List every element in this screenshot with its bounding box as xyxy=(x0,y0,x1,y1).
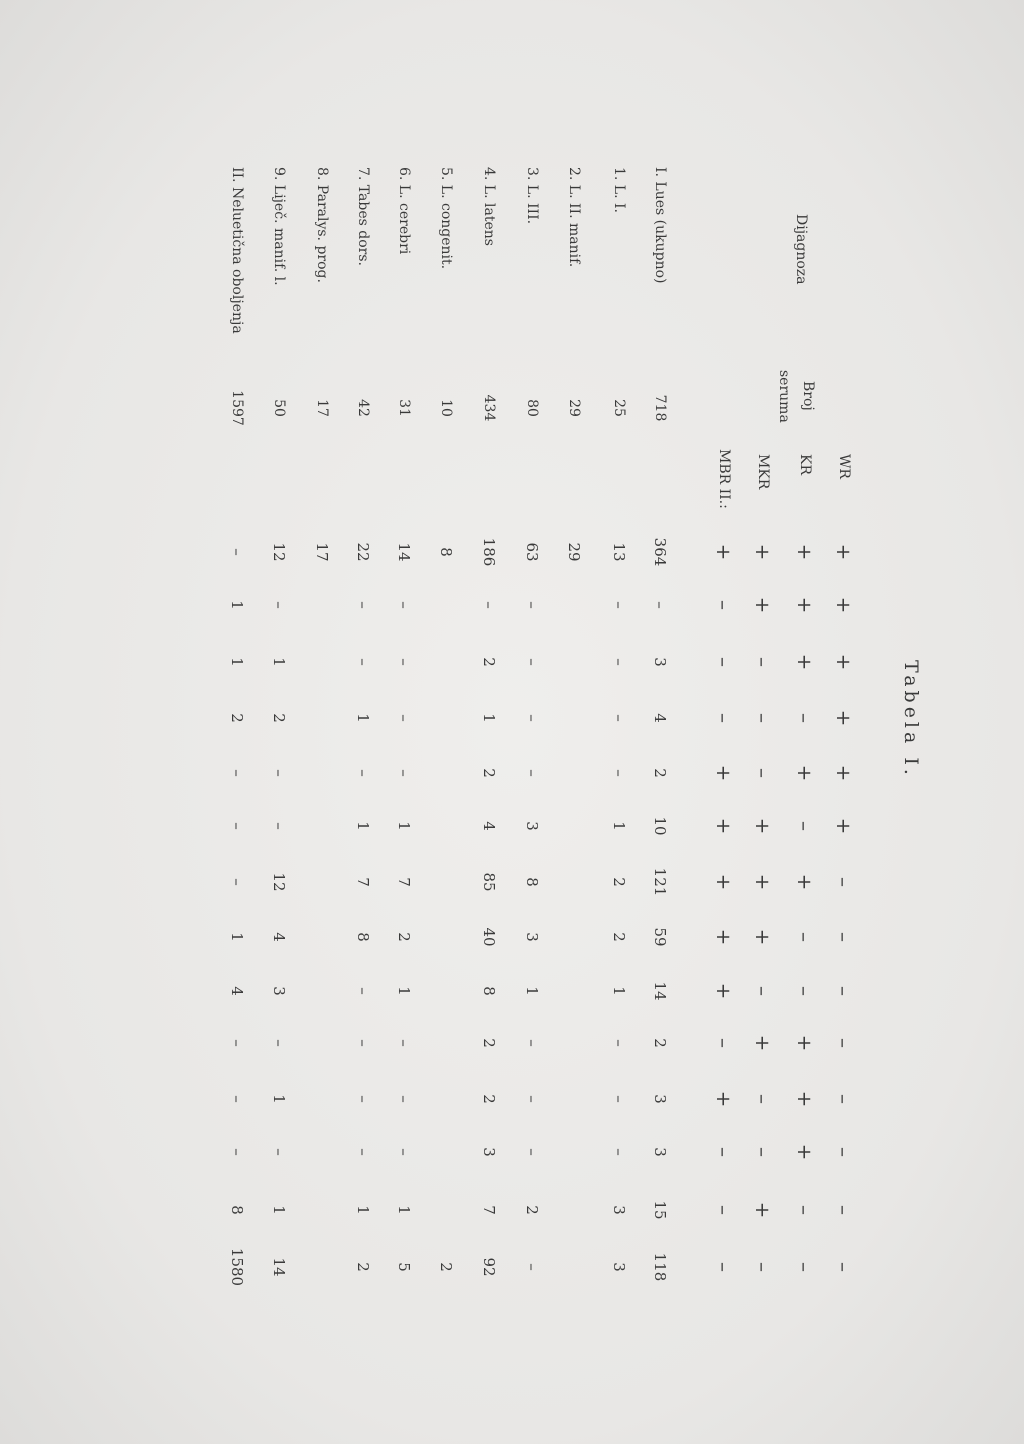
sign-cell: + xyxy=(712,543,736,561)
table-cell xyxy=(563,971,585,1011)
table-cell: 1 xyxy=(480,713,498,723)
table-cell: 2 xyxy=(651,1038,669,1048)
table-cell xyxy=(563,698,585,738)
sign-cell: + xyxy=(832,764,856,782)
row-count: 718 xyxy=(652,394,668,422)
table-cell: – xyxy=(228,1095,246,1103)
table-cell: 5 xyxy=(395,1262,413,1272)
test-label-mbr: MBR II.: xyxy=(716,449,732,509)
table-cell: – xyxy=(395,1039,413,1047)
sign-cell: – xyxy=(793,1205,817,1215)
table-cell xyxy=(435,1023,457,1063)
table-cell: 4 xyxy=(651,713,669,723)
sign-cell: – xyxy=(832,1205,856,1215)
table-cell: 40 xyxy=(480,927,498,947)
table-cell xyxy=(563,753,585,793)
table-cell: 2 xyxy=(354,1262,372,1272)
sign-cell: + xyxy=(793,873,817,891)
row-count: 80 xyxy=(524,399,540,417)
sign-cell: – xyxy=(712,1147,736,1157)
table-cell: 1 xyxy=(395,986,413,996)
table-cell: – xyxy=(354,987,372,995)
sign-cell: – xyxy=(832,1147,856,1157)
sign-cell: – xyxy=(793,986,817,996)
table-cell: 1 xyxy=(270,1205,288,1215)
table-cell xyxy=(311,1247,333,1287)
row-diagnosis: 5. L. congenit. xyxy=(438,167,454,270)
table-cell: 22 xyxy=(354,542,372,562)
sign-cell: – xyxy=(793,1262,817,1272)
sign-cell: – xyxy=(751,1147,775,1157)
sign-cell: + xyxy=(793,596,817,614)
table-cell: 7 xyxy=(354,877,372,887)
table-cell xyxy=(311,971,333,1011)
sign-cell: – xyxy=(793,932,817,942)
row-count: 10 xyxy=(438,399,454,417)
test-label-kr: KR xyxy=(797,454,813,475)
sign-cell: – xyxy=(751,1094,775,1104)
table-cell: – xyxy=(354,769,372,777)
table-cell: 1 xyxy=(395,1205,413,1215)
row-diagnosis: 7. Tabes dors. xyxy=(355,167,371,267)
table-cell: 3 xyxy=(651,1094,669,1104)
table-cell: 2 xyxy=(610,932,628,942)
table-cell: – xyxy=(610,658,628,666)
sign-cell: – xyxy=(712,1262,736,1272)
table-cell: 1 xyxy=(610,821,628,831)
test-label-wr: WR xyxy=(836,454,852,479)
table-cell: 3 xyxy=(480,1147,498,1157)
sign-cell: + xyxy=(712,1090,736,1108)
table-cell: 59 xyxy=(651,927,669,947)
sign-cell: + xyxy=(832,817,856,835)
table-cell: 14 xyxy=(270,1257,288,1277)
table-cell xyxy=(435,917,457,957)
table-cell: – xyxy=(523,1263,541,1271)
test-label-mkr: MKR xyxy=(755,454,771,490)
table-cell: – xyxy=(395,769,413,777)
table-cell xyxy=(311,1132,333,1172)
table-cell: – xyxy=(610,1039,628,1047)
sign-cell: + xyxy=(832,653,856,671)
row-count: 29 xyxy=(566,399,582,417)
table-cell: 3 xyxy=(651,1147,669,1157)
table-cell: – xyxy=(228,1148,246,1156)
table-cell: – xyxy=(354,1148,372,1156)
table-cell: 2 xyxy=(270,713,288,723)
table-cell: 7 xyxy=(480,1205,498,1215)
table-cell: 4 xyxy=(228,986,246,996)
table-cell: – xyxy=(395,714,413,722)
row-diagnosis: 8. Paralys. prog. xyxy=(314,167,330,283)
sign-cell: – xyxy=(832,1038,856,1048)
table-cell: 2 xyxy=(651,768,669,778)
table-cell: 118 xyxy=(651,1252,669,1282)
sign-cell: + xyxy=(793,1034,817,1052)
table-cell xyxy=(435,753,457,793)
table-cell: 63 xyxy=(523,542,541,562)
table-cell: 13 xyxy=(610,542,628,562)
table-cell: – xyxy=(480,601,498,609)
table-cell: 2 xyxy=(395,932,413,942)
table-cell xyxy=(435,1190,457,1230)
table-cell: 3 xyxy=(610,1205,628,1215)
table-cell: – xyxy=(228,878,246,886)
sign-cell: – xyxy=(832,986,856,996)
table-cell: – xyxy=(523,714,541,722)
table-cell: 85 xyxy=(480,872,498,892)
table-cell: – xyxy=(395,601,413,609)
table-cell: 12 xyxy=(270,872,288,892)
table-cell: 1 xyxy=(354,713,372,723)
table-cell: – xyxy=(523,1148,541,1156)
sign-cell: + xyxy=(751,928,775,946)
table-cell: – xyxy=(523,658,541,666)
sign-cell: – xyxy=(712,600,736,610)
sign-cell: + xyxy=(751,1201,775,1219)
sign-cell: – xyxy=(712,1205,736,1215)
table-cell xyxy=(563,806,585,846)
sign-cell: – xyxy=(832,1094,856,1104)
table-cell: – xyxy=(610,601,628,609)
table-cell: 15 xyxy=(651,1200,669,1220)
table-cell: 8 xyxy=(354,932,372,942)
sign-cell: – xyxy=(751,713,775,723)
row-count: 1597 xyxy=(229,390,245,426)
table-cell xyxy=(435,642,457,682)
table-cell: 1 xyxy=(228,657,246,667)
table-cell: 4 xyxy=(270,932,288,942)
table-cell xyxy=(311,585,333,625)
sign-cell: + xyxy=(712,982,736,1000)
row-diagnosis: 9. Liječ. manif. l. xyxy=(271,167,287,286)
sign-cell: + xyxy=(712,764,736,782)
table-cell xyxy=(563,1079,585,1119)
table-cell xyxy=(563,585,585,625)
sign-cell: + xyxy=(793,1143,817,1161)
table-cell: 1 xyxy=(610,986,628,996)
table-cell: 4 xyxy=(480,821,498,831)
table-cell: – xyxy=(523,1039,541,1047)
row-diagnosis: 6. L. cerebri xyxy=(396,167,412,255)
table-cell: 1 xyxy=(228,600,246,610)
table-cell: – xyxy=(354,1095,372,1103)
table-cell: 17 xyxy=(313,542,331,562)
sign-cell: + xyxy=(751,817,775,835)
table-cell: 186 xyxy=(480,537,498,567)
sign-cell: + xyxy=(712,873,736,891)
table-cell: 7 xyxy=(395,877,413,887)
count-header-line1: Broj xyxy=(800,381,816,411)
table-cell: 14 xyxy=(395,542,413,562)
table-cell xyxy=(311,753,333,793)
row-diagnosis: 4. L. latens xyxy=(481,167,497,246)
table-cell xyxy=(563,1023,585,1063)
table-cell xyxy=(563,642,585,682)
table-cell: 3 xyxy=(270,986,288,996)
sign-cell: + xyxy=(793,543,817,561)
table-cell: – xyxy=(523,1095,541,1103)
table-cell xyxy=(435,585,457,625)
sign-cell: – xyxy=(712,713,736,723)
row-diagnosis: 2. L. II. manif. xyxy=(566,167,582,268)
table-cell xyxy=(563,1132,585,1172)
sign-cell: – xyxy=(751,768,775,778)
table-cell: 2 xyxy=(480,657,498,667)
table-cell: – xyxy=(395,1148,413,1156)
table-cell xyxy=(435,698,457,738)
table-cell xyxy=(435,1079,457,1119)
sign-cell: – xyxy=(751,986,775,996)
table-cell: 2 xyxy=(610,877,628,887)
row-count: 50 xyxy=(271,399,287,417)
table-cell: 92 xyxy=(480,1257,498,1277)
table-cell: – xyxy=(395,658,413,666)
table-cell: 1 xyxy=(395,821,413,831)
table-cell: 14 xyxy=(651,981,669,1001)
sign-cell: + xyxy=(793,1090,817,1108)
table-cell: 1 xyxy=(523,986,541,996)
row-count: 434 xyxy=(481,394,497,422)
table-cell: – xyxy=(610,714,628,722)
sign-cell: – xyxy=(832,1262,856,1272)
sign-cell: – xyxy=(832,932,856,942)
table-cell: – xyxy=(610,769,628,777)
table-cell xyxy=(563,1190,585,1230)
table-cell: – xyxy=(395,1095,413,1103)
sign-cell: + xyxy=(751,596,775,614)
table-cell xyxy=(435,971,457,1011)
table-cell: – xyxy=(523,601,541,609)
table-cell: 3 xyxy=(610,1262,628,1272)
sign-cell: + xyxy=(751,873,775,891)
sign-cell: – xyxy=(751,1262,775,1272)
table-cell: – xyxy=(270,1148,288,1156)
diagnosis-header: Dijagnoza xyxy=(793,214,809,285)
table-cell: 8 xyxy=(228,1205,246,1215)
table-cell: 1 xyxy=(354,1205,372,1215)
table-cell: 8 xyxy=(523,877,541,887)
table-cell xyxy=(311,917,333,957)
table-cell: – xyxy=(228,548,246,556)
sign-cell: + xyxy=(712,928,736,946)
table-cell: 3 xyxy=(523,932,541,942)
table-cell xyxy=(311,862,333,902)
table-cell xyxy=(435,862,457,902)
sign-cell: + xyxy=(751,1034,775,1052)
sign-cell: – xyxy=(832,877,856,887)
table-cell: – xyxy=(610,1095,628,1103)
table-cell: 2 xyxy=(480,1038,498,1048)
table-cell xyxy=(311,698,333,738)
table-cell xyxy=(435,1132,457,1172)
table-cell: 2 xyxy=(437,1262,455,1272)
table-cell: 1 xyxy=(270,657,288,667)
table-cell: 1 xyxy=(270,1094,288,1104)
row-count: 25 xyxy=(611,399,627,417)
sign-cell: + xyxy=(793,764,817,782)
row-count: 42 xyxy=(355,399,371,417)
row-diagnosis: 1. L. I. xyxy=(611,167,627,213)
table-cell: 8 xyxy=(437,547,455,557)
table-cell xyxy=(311,1079,333,1119)
sign-cell: – xyxy=(793,713,817,723)
table-cell: – xyxy=(228,822,246,830)
row-count: 31 xyxy=(396,399,412,417)
table-cell: 3 xyxy=(523,821,541,831)
row-diagnosis: 3. L. III. xyxy=(524,167,540,225)
table-cell: – xyxy=(354,658,372,666)
table-cell: 1580 xyxy=(228,1247,246,1287)
sign-cell: + xyxy=(793,653,817,671)
sign-cell: + xyxy=(832,709,856,727)
table-cell: 121 xyxy=(651,867,669,897)
table-cell: 2 xyxy=(228,713,246,723)
table-cell: – xyxy=(228,1039,246,1047)
sign-cell: – xyxy=(793,821,817,831)
sign-cell: + xyxy=(832,596,856,614)
table-cell xyxy=(311,1023,333,1063)
table-cell: 1 xyxy=(354,821,372,831)
table-cell xyxy=(563,917,585,957)
table-cell xyxy=(563,1247,585,1287)
table-cell: – xyxy=(610,1148,628,1156)
table-cell: 2 xyxy=(480,1094,498,1104)
table-cell: 12 xyxy=(270,542,288,562)
table-cell: – xyxy=(354,601,372,609)
table-cell: 8 xyxy=(480,986,498,996)
sign-cell: – xyxy=(712,1038,736,1048)
table-cell: 1 xyxy=(228,932,246,942)
row-diagnosis: II. Neluetična oboljenja xyxy=(229,167,245,334)
table-cell: 10 xyxy=(651,816,669,836)
table-cell xyxy=(311,642,333,682)
sign-cell: + xyxy=(832,543,856,561)
table-cell: 2 xyxy=(523,1205,541,1215)
table-cell: 2 xyxy=(480,768,498,778)
table-cell: – xyxy=(523,769,541,777)
table-cell: – xyxy=(228,769,246,777)
row-count: 17 xyxy=(314,399,330,417)
sign-cell: – xyxy=(751,657,775,667)
table-cell xyxy=(311,1190,333,1230)
table-cell: 3 xyxy=(651,657,669,667)
table-cell: – xyxy=(270,601,288,609)
table-cell xyxy=(311,806,333,846)
sign-cell: – xyxy=(712,657,736,667)
table-cell: – xyxy=(270,822,288,830)
table-title: Tabela I. xyxy=(900,660,922,779)
table-cell: – xyxy=(354,1039,372,1047)
row-diagnosis: I. Lues (ukupno) xyxy=(652,167,668,284)
sign-cell: + xyxy=(712,817,736,835)
table-cell: 364 xyxy=(651,537,669,567)
table-cell: 29 xyxy=(565,542,583,562)
table-cell: – xyxy=(270,1039,288,1047)
sign-cell: + xyxy=(751,543,775,561)
table-cell: – xyxy=(651,601,669,609)
count-header-line2: seruma xyxy=(776,370,792,423)
table-cell xyxy=(435,806,457,846)
table-cell xyxy=(563,862,585,902)
table-cell: – xyxy=(270,769,288,777)
